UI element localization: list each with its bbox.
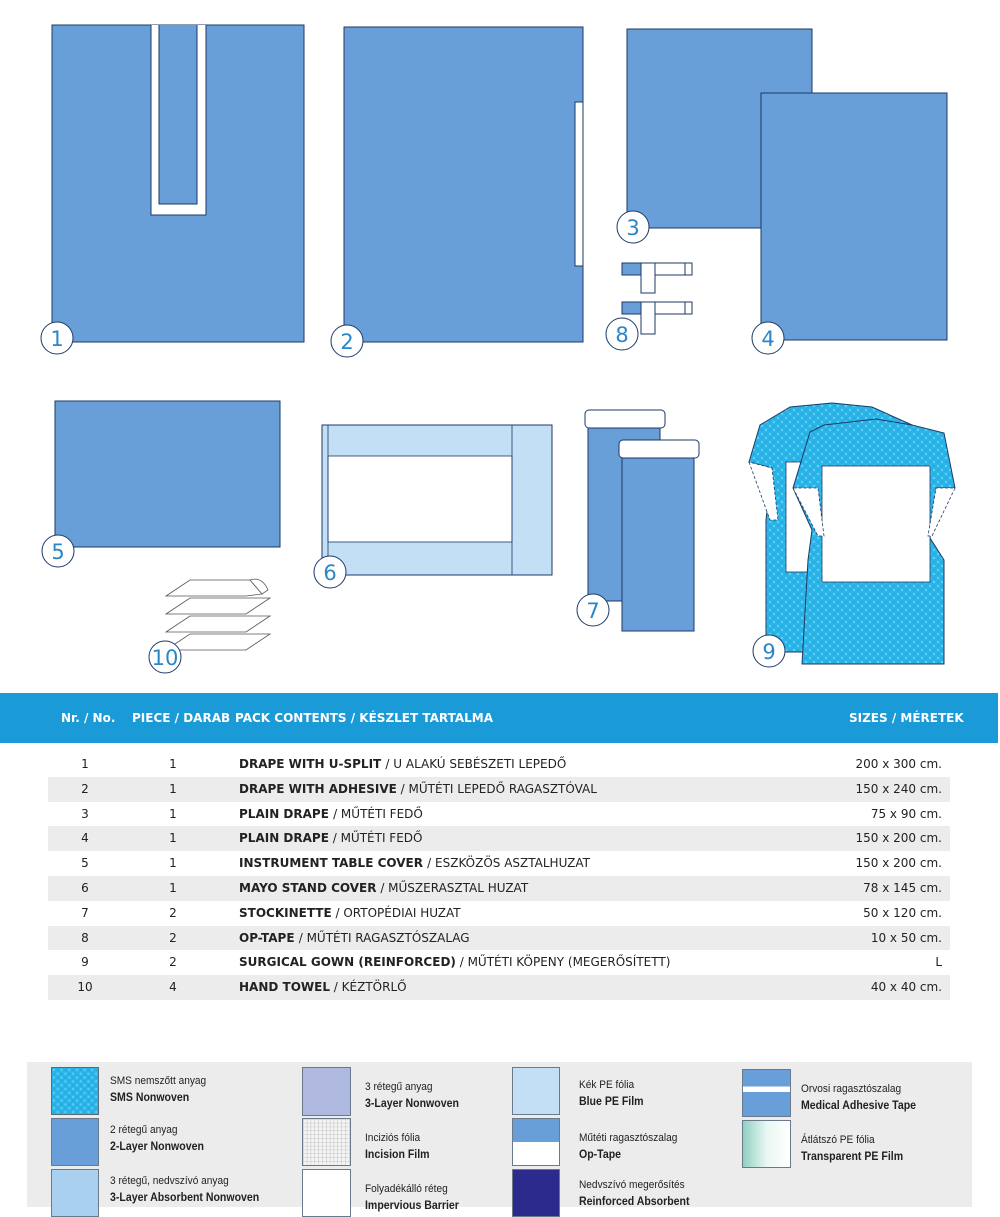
header-piece: PIECE / DARAB <box>132 711 231 725</box>
drape-adhesive-illustration <box>344 27 583 342</box>
row-piece: 1 <box>169 781 177 796</box>
row-size: 78 x 145 cm. <box>863 880 942 895</box>
row-piece: 1 <box>169 856 177 871</box>
plain-drape-large-illustration <box>761 93 947 340</box>
row-name-bold: MAYO STAND COVER <box>239 880 377 895</box>
table-row <box>48 975 950 1000</box>
row-name-bold: PLAIN DRAPE <box>239 806 334 821</box>
pe-blue-swatch <box>512 1067 560 1115</box>
legend-hu: Orvosi ragasztószalag <box>801 1083 902 1095</box>
number-marker-9 <box>753 635 785 667</box>
header-nr: Nr. / No. <box>61 711 116 725</box>
number-marker-7 <box>577 594 609 626</box>
row-name-bold: STOCKINETTE <box>239 905 332 920</box>
row-name-bold: OP-TAPE <box>239 930 299 945</box>
row-name-rest: / MŰSZERASZTAL HUZAT <box>376 880 529 895</box>
row-name-bold: PLAIN DRAPE <box>239 831 329 846</box>
row-nr: 10 <box>77 980 93 995</box>
row-piece: 2 <box>169 955 177 970</box>
row-name <box>239 931 470 945</box>
legend-en: Op-Tape <box>579 1147 622 1161</box>
number-marker-3 <box>617 211 649 243</box>
svg-text:8: 8 <box>615 323 629 347</box>
row-size: 200 x 300 cm. <box>855 757 942 771</box>
table-row <box>48 851 950 876</box>
row-name <box>239 807 423 821</box>
row-name-bold: HAND TOWEL <box>239 980 330 995</box>
legend-hu: SMS nemszőtt anyag <box>110 1075 207 1087</box>
row-nr: 4 <box>81 831 89 846</box>
row-name-rest: / MŰTÉTI FEDŐ <box>328 831 423 846</box>
row-name <box>239 782 597 796</box>
row-size: L <box>935 955 942 970</box>
row-name <box>239 831 422 845</box>
row-name <box>239 757 566 771</box>
table-row <box>48 826 950 851</box>
mayo-stand-cover-illustration <box>322 425 552 575</box>
drape-u-split-illustration <box>52 25 304 342</box>
number-marker-5 <box>42 535 74 567</box>
legend-en: 3-Layer Nonwoven <box>365 1096 459 1110</box>
header-contents: PACK CONTENTS / KÉSZLET TARTALMA <box>235 711 494 725</box>
row-size: 50 x 120 cm. <box>863 905 942 920</box>
row-piece: 1 <box>169 831 177 846</box>
row-nr: 5 <box>81 856 89 871</box>
svg-text:2: 2 <box>340 330 354 354</box>
number-marker-8 <box>606 318 638 350</box>
legend-hu: Kék PE fólia <box>579 1079 635 1091</box>
white-swatch <box>302 1169 351 1217</box>
table-header <box>0 693 998 743</box>
row-name-rest: / MŰTÉTI FEDŐ <box>333 806 423 821</box>
legend-hu: 2 rétegű anyag <box>110 1124 178 1136</box>
legend-en: Reinforced Absorbent <box>579 1194 690 1208</box>
row-name-rest: / MŰTÉTI LEPEDŐ RAGASZTÓVAL <box>396 781 597 796</box>
row-name-rest: / U ALAKÚ SEBÉSZETI LEPEDŐ <box>385 757 567 771</box>
row-nr: 8 <box>81 930 89 945</box>
surgical-gown-illustration <box>749 403 955 664</box>
row-name-rest: / ESZKÖZÖS ASZTALHUZAT <box>427 856 590 871</box>
row-nr: 6 <box>81 880 89 895</box>
legend-en: 3-Layer Absorbent Nonwoven <box>110 1190 260 1204</box>
legend-en: 2-Layer Nonwoven <box>110 1139 204 1153</box>
sms-swatch <box>51 1067 99 1115</box>
transparent-swatch <box>742 1120 791 1168</box>
row-piece: 1 <box>169 880 177 895</box>
row-size: 150 x 200 cm. <box>855 831 942 846</box>
number-marker-2 <box>331 325 363 357</box>
grid-swatch <box>302 1118 351 1166</box>
blue-swatch <box>51 1118 99 1166</box>
table-row <box>48 752 950 777</box>
row-piece: 1 <box>169 757 177 771</box>
row-name <box>239 980 407 994</box>
row-name-rest: / MŰTÉTI KÖPENY (MEGERŐSÍTETT) <box>455 955 671 970</box>
row-name-rest: / MŰTÉTI RAGASZTÓSZALAG <box>298 930 470 945</box>
legend-hu: Műtéti ragasztószalag <box>579 1132 678 1144</box>
legend-hu: Inciziós fólia <box>365 1132 421 1144</box>
table-row <box>48 777 950 802</box>
svg-text:7: 7 <box>586 599 600 623</box>
number-marker-1 <box>41 322 73 354</box>
row-size: 150 x 200 cm. <box>855 856 942 871</box>
legend-en: Medical Adhesive Tape <box>801 1098 917 1112</box>
optape-swatch <box>512 1118 560 1166</box>
legend-en: Transparent PE Film <box>801 1149 904 1163</box>
legend-en: Incision Film <box>365 1147 430 1161</box>
number-marker-4 <box>752 322 784 354</box>
row-piece: 1 <box>169 806 177 821</box>
row-name <box>239 881 528 895</box>
row-name-rest: / KÉZTÖRLŐ <box>329 980 407 995</box>
hand-towel-illustration <box>166 579 270 650</box>
row-piece: 4 <box>169 980 177 995</box>
table-row <box>48 802 950 827</box>
row-nr: 3 <box>81 806 89 821</box>
legend-en: SMS Nonwoven <box>110 1090 190 1104</box>
table-row <box>48 950 950 975</box>
row-nr: 9 <box>81 955 89 970</box>
number-marker-6 <box>314 556 346 588</box>
row-name <box>239 906 461 920</box>
pack-contents-table <box>48 752 950 1000</box>
material-legend <box>27 1062 972 1212</box>
row-name-bold: DRAPE WITH ADHESIVE <box>239 781 397 796</box>
instrument-table-cover-illustration <box>55 401 280 547</box>
row-name-bold: INSTRUMENT TABLE COVER <box>239 856 428 871</box>
row-piece: 2 <box>169 930 177 945</box>
row-piece: 2 <box>169 905 177 920</box>
row-size: 10 x 50 cm. <box>870 930 942 945</box>
row-nr: 1 <box>81 757 89 771</box>
row-name <box>239 955 670 969</box>
svg-text:10: 10 <box>151 646 179 670</box>
table-row <box>48 901 950 926</box>
legend-hu: Folyadékálló réteg <box>365 1183 448 1195</box>
legend-en: Impervious Barrier <box>365 1198 459 1212</box>
legend-hu: Átlátszó PE fólia <box>801 1134 875 1146</box>
light-blue-swatch <box>51 1169 99 1217</box>
header-sizes: SIZES / MÉRETEK <box>849 711 964 725</box>
legend-hu: 3 rétegű anyag <box>365 1081 433 1093</box>
svg-text:9: 9 <box>762 640 776 664</box>
row-size: 75 x 90 cm. <box>870 806 942 821</box>
row-nr: 2 <box>81 781 89 796</box>
row-size: 40 x 40 cm. <box>870 980 942 995</box>
row-nr: 7 <box>81 905 89 920</box>
row-name-rest: / ORTOPÉDIAI HUZAT <box>331 905 461 920</box>
legend-hu: 3 rétegű, nedvszívó anyag <box>110 1175 229 1187</box>
medtape-swatch <box>742 1069 791 1117</box>
row-name-bold: SURGICAL GOWN (REINFORCED) <box>239 955 456 970</box>
svg-text:4: 4 <box>761 327 775 351</box>
number-marker-10 <box>149 641 181 673</box>
svg-text:3: 3 <box>626 216 640 240</box>
table-row <box>48 926 950 951</box>
navy-swatch <box>512 1169 560 1217</box>
row-name <box>239 856 590 870</box>
svg-text:5: 5 <box>51 540 65 564</box>
row-size: 150 x 240 cm. <box>855 781 942 796</box>
legend-hu: Nedvszívó megerősítés <box>579 1179 685 1191</box>
legend-en: Blue PE Film <box>579 1094 644 1108</box>
svg-text:6: 6 <box>323 561 337 585</box>
row-name-bold: DRAPE WITH U-SPLIT <box>239 757 386 771</box>
table-row <box>48 876 950 901</box>
svg-text:1: 1 <box>50 327 64 351</box>
lavender-swatch <box>302 1067 351 1116</box>
